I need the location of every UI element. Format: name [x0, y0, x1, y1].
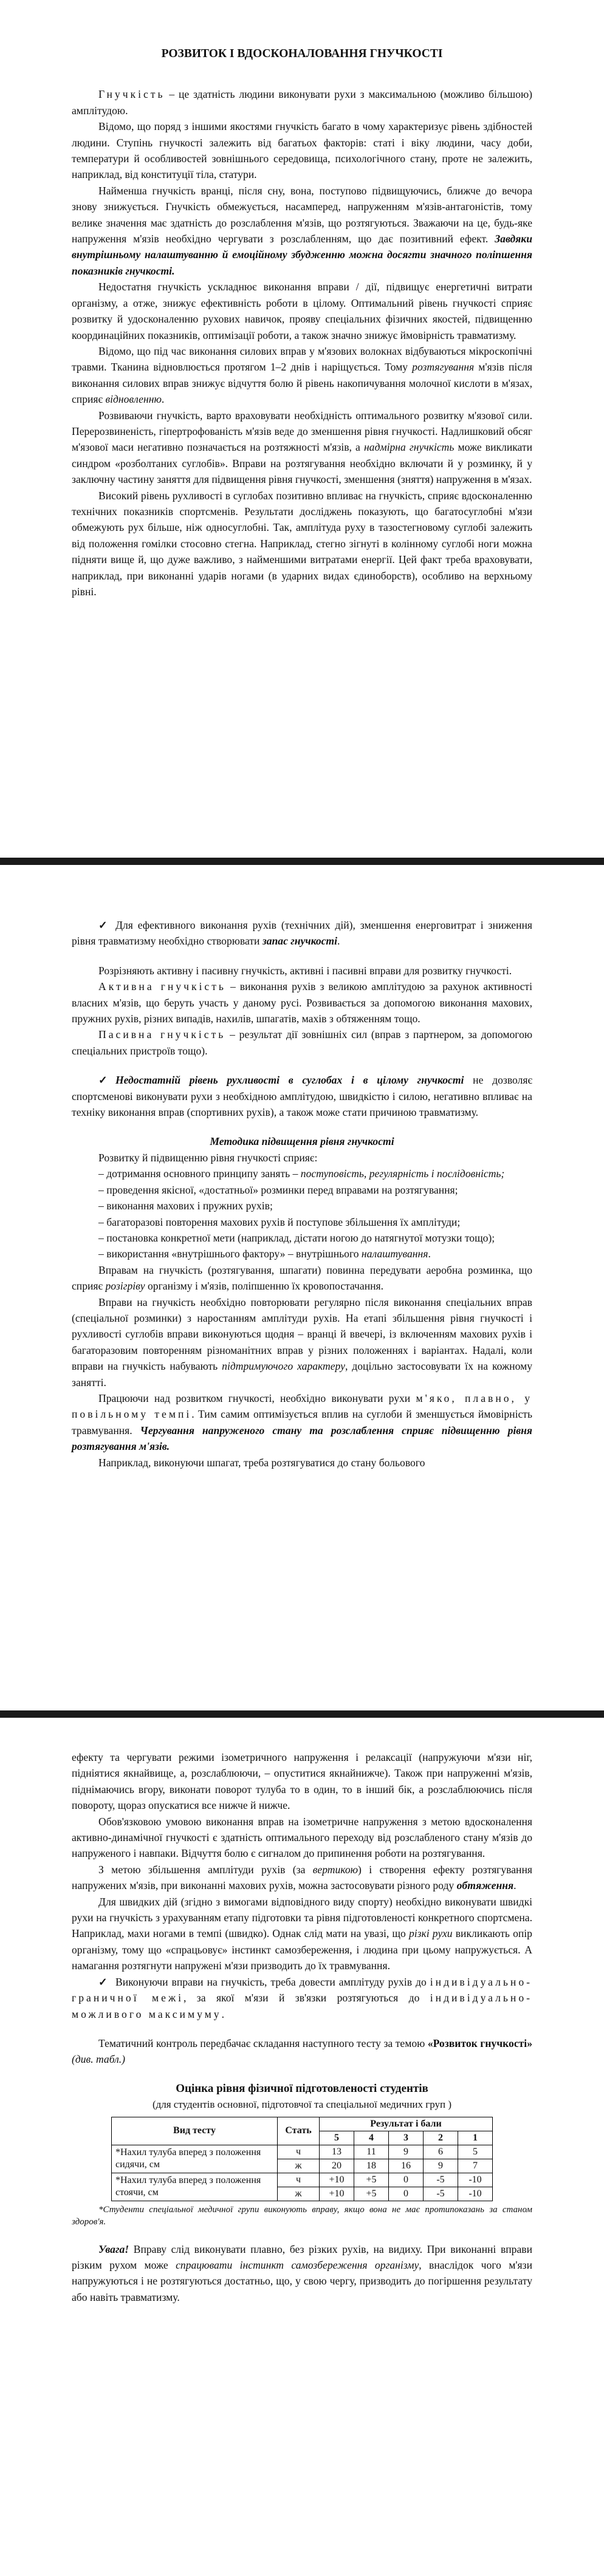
paragraph-test: [72, 2035, 532, 2068]
score-cell: 5: [320, 2131, 354, 2145]
page-2: [0, 865, 604, 1710]
value-cell: -10: [458, 2173, 493, 2187]
fast-text-2: викликають опір організму, тому що «спрацьовує» інстинкт самозбереження, і людина при цьому напружується. А намагання розтягнути напружені м'язи призводить до їх травмування.: [72, 1927, 532, 1972]
paragraph-split: Наприклад, виконуючи шпагат, треба розтягуватися до стану больового: [98, 1456, 425, 1469]
attention-italic: спрацювати інстинкт самозбереження організму: [176, 2258, 419, 2271]
value-cell: 20: [320, 2159, 354, 2173]
repeat-text-2: , доцільно застосовувати їх на кожному занятті.: [72, 1360, 532, 1389]
muscle-text-2: може викликати синдром «розболтаних суглобів». Вправи на розтягування необхідно включати й у розминку, й у заключну частину заняття для підвищення рівня гнучкості, зменшення (зняття) напруження в м'язах.: [72, 441, 532, 486]
page-title: РОЗВИТОК І ВДОСКОНАЛОВАННЯ ГНУЧКОСТІ: [161, 47, 443, 60]
sex-cell: ж: [278, 2187, 320, 2201]
test-topic: «Розвиток гнучкості»: [427, 2037, 532, 2049]
value-cell: +10: [320, 2173, 354, 2187]
paragraph-kinds: Розрізняють активну і пасивну гнучкість, активні і пасивні вправи для розвитку гнучкості.: [98, 964, 512, 977]
check3-spaced-2: індивідуально-можливого максимуму: [72, 1992, 532, 2020]
checkmark-icon: ✓: [98, 1074, 108, 1087]
checkpoint-2: [72, 1072, 532, 1120]
attention-text-1: Вправу слід виконувати плавно, без різких рухів, на видиху. При виконанні вправи різким рухом може: [72, 2243, 532, 2271]
paragraph-daytime: [72, 183, 532, 279]
table-title: Оцінка рівня фізичної підготовленості студентів: [176, 2082, 428, 2095]
check1-emphasis: запас гнучкості: [262, 935, 338, 948]
paragraph-fast: [72, 1894, 532, 1974]
paragraph-definition: [72, 86, 532, 118]
page-separator: [0, 858, 604, 865]
page-1: [0, 0, 604, 858]
sex-cell: ч: [278, 2173, 320, 2187]
table-row: [112, 2145, 493, 2159]
method-item-6: [72, 1246, 532, 1262]
value-cell: -5: [424, 2173, 458, 2187]
work-spaced: м'яко, плавно, у повільному темпі: [72, 1392, 532, 1421]
check3-end: .: [221, 2007, 224, 2020]
value-cell: 0: [389, 2173, 424, 2187]
score-cell: 4: [354, 2131, 389, 2145]
value-cell: 9: [389, 2145, 424, 2159]
table-header-row: [112, 2117, 493, 2131]
term-passive: Пасивна гнучкість: [98, 1028, 226, 1041]
sex-cell: ж: [278, 2159, 320, 2173]
page-separator: [0, 1710, 604, 1718]
paragraph-strength: [72, 343, 532, 408]
work-emphasis: Чергування напруженого стану та розслаблення сприяє підвищенню рівня розтягування м'язів.: [72, 1424, 532, 1453]
method-item-3: – виконання махових і пружних рухів;: [98, 1200, 273, 1212]
checkpoint-1: [72, 917, 532, 949]
score-cell: 2: [424, 2131, 458, 2145]
fitness-table: [111, 2117, 493, 2201]
paragraph-goal: [72, 1862, 532, 1894]
paragraph-warmup: [72, 1262, 532, 1294]
strength-italic-1: розтягування: [412, 361, 475, 374]
score-cell: 3: [389, 2131, 424, 2145]
warmup-text-1: Вправам на гнучкість (розтягування, шпагати) повинна передувати аеробна розминка, що сприяє: [72, 1263, 532, 1293]
fast-italic: різкі рухи: [408, 1927, 453, 1940]
col-results: Результат і бали: [320, 2117, 493, 2131]
method-item-5: – постановка конкретної мети (наприклад, дістати ногою до натягнутої мотузки тощо);: [98, 1231, 495, 1244]
checkmark-icon: ✓: [98, 919, 108, 931]
paragraph-muscle-force: [72, 408, 532, 488]
strength-text-1: Відомо, що під час виконання силових вправ у м'язових волокнах відбуваються мікроскопічні травми. Тканина відновлюється протягом 1–2 днів і наріщується. Тому: [72, 344, 532, 374]
li6-italic: налаштування: [361, 1248, 428, 1260]
fast-text-1: Для швидких дій (згідно з вимогами відповідного виду спорту) необхідно виконувати швидкі рухи на гнучкість з урахуванням етапу підготовки та рівня підготовленості конкретного спортсмена. Наприклад, махи ногами в темпі (швидко). Однак слід мати на увазі, що: [72, 1895, 532, 1940]
test-text: Тематичний контроль передбачає складання наступного тесту за темою: [98, 2037, 428, 2049]
goal-italic: вертикою: [312, 1863, 359, 1876]
strength-text-2: м'язів після виконання силових вправ знижує відчуття болю й рівень накопичування молочної кислоти в м'язах, сприяє: [72, 361, 532, 406]
value-cell: 16: [389, 2159, 424, 2173]
check1-text: Для ефективного виконання рухів (технічних дій), зменшення енерговитрат і зниження рівня травматизму необхідно створювати: [72, 919, 532, 948]
value-cell: 0: [389, 2187, 424, 2201]
term-flexibility: Гнучкість: [98, 88, 165, 101]
goal-emphasis: обтяження: [456, 1879, 514, 1892]
paragraph-mandatory: Обов'язковою умовою виконання вправ на ізометричне напруження з метою вдосконалення активно-динамічної гнучкості є здатність оптимального переходу від розслабленого стану м'язів до напруженого і навпаки. Відчуття болю є сигналом до припинення роботи на розтягування.: [72, 1815, 532, 1860]
paragraph-work: [72, 1390, 532, 1455]
li1-italic: поступовість, регулярність і послідовність;: [300, 1167, 505, 1180]
definition-text: – це здатність людини виконувати рухи з максимальною (можливо більшою) амплітудою.: [72, 88, 532, 117]
paragraph-attention: [72, 2241, 532, 2306]
value-cell: 18: [354, 2159, 389, 2173]
method-item-1: [72, 1166, 532, 1181]
check3-text-1: Виконуючи вправи на гнучкість, треба довести амплітуду рухів до: [115, 1975, 430, 1988]
col-sex: Стать: [278, 2117, 320, 2145]
paragraph-insufficient: Недостатня гнучкість ускладнює виконання вправи / дії, підвищує енергетичні витрати організму, а отже, знижує ефективність роботи в цілому. Оптимальний рівень гнучкості сприяє розвитку й удосконаленню рухових навичок, прояву спеціальних фізичних якостей, підвищенню координаційних показників, оптимізації роботи, а також значно знижує ймовірність травматизму.: [72, 281, 532, 341]
method-title: Методика підвищення рівня гнучкості: [210, 1135, 394, 1148]
check2-text: не дозволяє спортсменові виконувати рухи з необхідною амплітудою, швидкістю і силою, негативно впливає на техніку виконання вправ (спортивних рухів), а також може стати причиною травматизму.: [72, 1074, 532, 1119]
goal-text-1: З метою збільшення амплітуди рухів (за: [98, 1863, 313, 1876]
value-cell: +5: [354, 2173, 389, 2187]
table-row: [112, 2173, 493, 2187]
paragraph-repeat: [72, 1294, 532, 1390]
value-cell: 13: [320, 2145, 354, 2159]
method-intro: Розвитку й підвищенню рівня гнучкості сприяє:: [98, 1151, 318, 1164]
term-active: Активна гнучкість: [98, 980, 226, 993]
li1-text: – дотримання основного принципу занять –: [98, 1167, 301, 1180]
repeat-italic: підтримуючого характеру: [222, 1360, 345, 1373]
warmup-italic: розігріву: [105, 1280, 145, 1293]
passive-text: – результат дії зовнішніх сил (вправ з партнером, за допомогою спеціальних пристроїв тощо).: [72, 1028, 533, 1057]
value-cell: -5: [424, 2187, 458, 2201]
test-name: *Нахил тулуба вперед з положення сидячи, см: [112, 2145, 278, 2173]
attention-text-2: , внаслідок чого м'язи напружуються і не розтягуються достатньо, що, у свою чергу, призводить до погіршення результату або навіть травматизму.: [72, 2258, 532, 2303]
value-cell: 5: [458, 2145, 493, 2159]
value-cell: 9: [424, 2159, 458, 2173]
check1-end: .: [337, 935, 340, 948]
work-text-2: . Тим самим оптимізується вплив на суглоби й зменшується ймовірність травмування.: [72, 1408, 532, 1437]
value-cell: 11: [354, 2145, 389, 2159]
score-cell: 1: [458, 2131, 493, 2145]
work-text-1: Працюючи над розвитком гнучкості, необхідно виконувати рухи: [98, 1392, 416, 1404]
li6-text: – використання «внутрішнього фактору» – внутрішнього: [98, 1248, 362, 1260]
checkmark-icon: ✓: [98, 1975, 108, 1988]
li6-end: .: [428, 1248, 431, 1260]
paragraph-continuation: ефекту та чергувати режими ізометричного напруження і релаксації (напружуючи м'язи ніг, підніятися якнайвище, а, розслаблюючи, – опуститися якнайнижче). Також при напруженні м'язів, піднімаючись вгору, виконати поворот тулуба то в один, то в інший бік, а розслаблюючись після повороту, щораз опускатися все нижче й нижче.: [72, 1751, 532, 1812]
test-name: *Нахил тулуба вперед з положення стоячи, см: [112, 2173, 278, 2201]
checkpoint-3: [72, 1974, 532, 2022]
goal-text-2: ) і створення ефекту розтягування напружених м'язів, при виконанні махових рухів, можна застосовувати різного роду: [72, 1863, 532, 1892]
col-test: Вид тесту: [112, 2117, 278, 2145]
page-3: [0, 1718, 604, 2576]
emphasis-bold: Завдяки внутрішньому налаштуванню й емоційному збудженню можна досягти значного поліпшення показників гнучкості.: [72, 233, 532, 277]
active-text: – виконання рухів з великою амплітудою за рахунок активності власних м'язів, що беруть участь у даному русі. Розвивається за допомогою виконання махових, пружних рухів, різних випадів, нахилів, шпагатів, махів з обтяженням тощо.: [72, 980, 532, 1025]
table-footnote: *Студенти спеціальної медичної групи виконують вправу, якщо вона не має протипоказань за станом здоров'я.: [72, 2204, 532, 2227]
value-cell: -10: [458, 2187, 493, 2201]
goal-end: .: [513, 1879, 516, 1892]
muscle-text-1: Розвиваючи гнучкість, варто враховувати необхідність оптимального розвитку м'язової сили. Перерозвиненість, гіпертрофованість м'язів веде до зменшення рівня гнучкості. Надлишковий обсяг м'язової маси негативно позначається на розтяжності м'язів, а: [72, 409, 532, 454]
method-item-2: – проведення якісної, «достатньої» розминки перед вправами на розтягування;: [98, 1183, 458, 1196]
check3-text-2: , за якої м'язи й зв'язки розтягуються до: [184, 1992, 430, 2004]
check3-spaced-1: індивідуально-граничної межі: [72, 1975, 532, 2004]
strength-italic-2: відновленню: [105, 393, 162, 406]
value-cell: 7: [458, 2159, 493, 2173]
paragraph-joints: Високий рівень рухливості в суглобах позитивно впливає на гнучкість, сприяє вдосконаленню технічних показників спортсменів. Результати досліджень показують, що багатосуглобні м'язи обмежують рух більше, ніж односуглобні. Так, амплітуда руху в тазостегновому суглобі залежить від положення гомілки стосовно стегна. Наприклад, стегно зігнуті в колінному суглобі ноги можна підняти вище й, що дуже важливо, з найменшими витратами енергії. Цей факт треба враховувати, наприклад, при виконанні ударів ногами (в ударних видах єдиноборств), особливо на верхньому рівні.: [72, 489, 532, 598]
repeat-text-1: Вправи на гнучкість необхідно повторювати регулярно після виконання спеціальних вправ (спеціальної розминки) з наростанням амплітуди рухів. На етапі збільшення рівня гнучкості і рухливості суглобів вправи виконуються щодня – вранці й ввечері, із включенням махових рухів і багаторазовим повторенням різноманітних вправ у різних положеннях і варіантах. Надалі, коли вправи на гнучкість набувають: [72, 1296, 532, 1373]
value-cell: +10: [320, 2187, 354, 2201]
test-ref: (див. табл.): [72, 2053, 126, 2066]
table-subtitle: (для студентів основної, підготовчої та спеціальної медичних груп ): [152, 2099, 452, 2111]
attention-label: Увага!: [98, 2243, 129, 2255]
method-item-4: – багаторазові повторення махових рухів й поступове збільшення їх амплітуди;: [98, 1215, 461, 1228]
daytime-text: Найменша гнучкість вранці, після сну, вона, поступово підвищуючись, ближче до вечора знову знижується. Гнучкість обмежується, насамперед, напруженням м'язів-антагоністів, тому велике значення має здатність до розслаблення м'язів, що розтягуються. Зважаючи на це, будь-яке напруження м'язів необхідно чергувати з розслабленням, що дає позитивний ефект.: [72, 184, 532, 245]
check2-emphasis: Недостатній рівень рухливості в суглобах і в цілому гнучкості: [115, 1074, 464, 1087]
paragraph-factors: Відомо, що поряд з іншими якостями гнучкість багато в чому характеризує рівень здібностей людини. Ступінь гнучкості залежить від багатьох факторів: статі і віку людини, часу доби, температури й особливостей зовнішнього середовища, психологічного стану, проте не залежить, наприклад, від конституції тіла, статури.: [72, 120, 532, 181]
paragraph-passive: [72, 1027, 532, 1059]
value-cell: 6: [424, 2145, 458, 2159]
value-cell: +5: [354, 2187, 389, 2201]
warmup-text-2: організму і м'язів, поліпшенню їх кровопостачання.: [145, 1280, 384, 1293]
paragraph-active: [72, 979, 532, 1027]
sex-cell: ч: [278, 2145, 320, 2159]
strength-end: .: [161, 393, 165, 406]
muscle-italic: надмірна гнучкість: [363, 441, 455, 454]
